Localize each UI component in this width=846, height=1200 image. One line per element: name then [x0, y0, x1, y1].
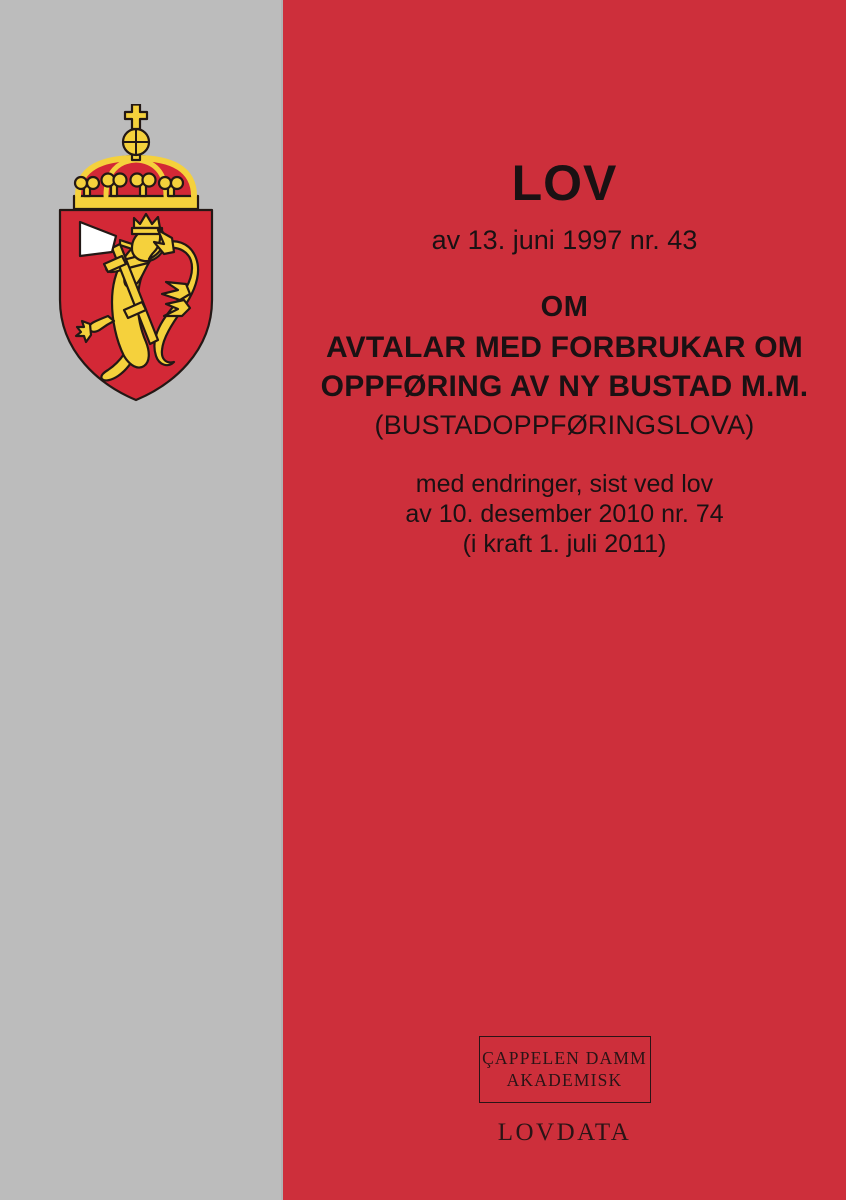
- title-line-2: OPPFØRING AV NY BUSTAD M.M.: [320, 370, 809, 403]
- lovdata-mark: LOVDATA: [497, 1119, 632, 1147]
- publisher-imprint: AKADEMISK: [506, 1070, 623, 1091]
- publisher-name: ÇAPPELEN DAMM: [482, 1048, 647, 1068]
- amendment-line-3: (i kraft 1. juli 2011): [462, 530, 667, 558]
- publisher-logo: [479, 1036, 651, 1103]
- page-title: LOV: [511, 155, 618, 211]
- publisher-block: [283, 1036, 846, 1147]
- title-line-1: AVTALAR MED FORBRUKAR OM: [326, 331, 803, 364]
- amendment-line-2: av 10. desember 2010 nr. 74: [405, 500, 724, 528]
- title-preposition: OM: [540, 291, 589, 323]
- short-title: (BUSTADOPPFØRINGSLOVA): [374, 410, 755, 440]
- front-cover-panel: [283, 0, 846, 1200]
- amendment-line-1: med endringer, sist ved lov: [415, 470, 714, 498]
- law-date-line: av 13. juni 1997 nr. 43: [431, 225, 698, 255]
- norwegian-coat-of-arms-icon: [50, 104, 222, 402]
